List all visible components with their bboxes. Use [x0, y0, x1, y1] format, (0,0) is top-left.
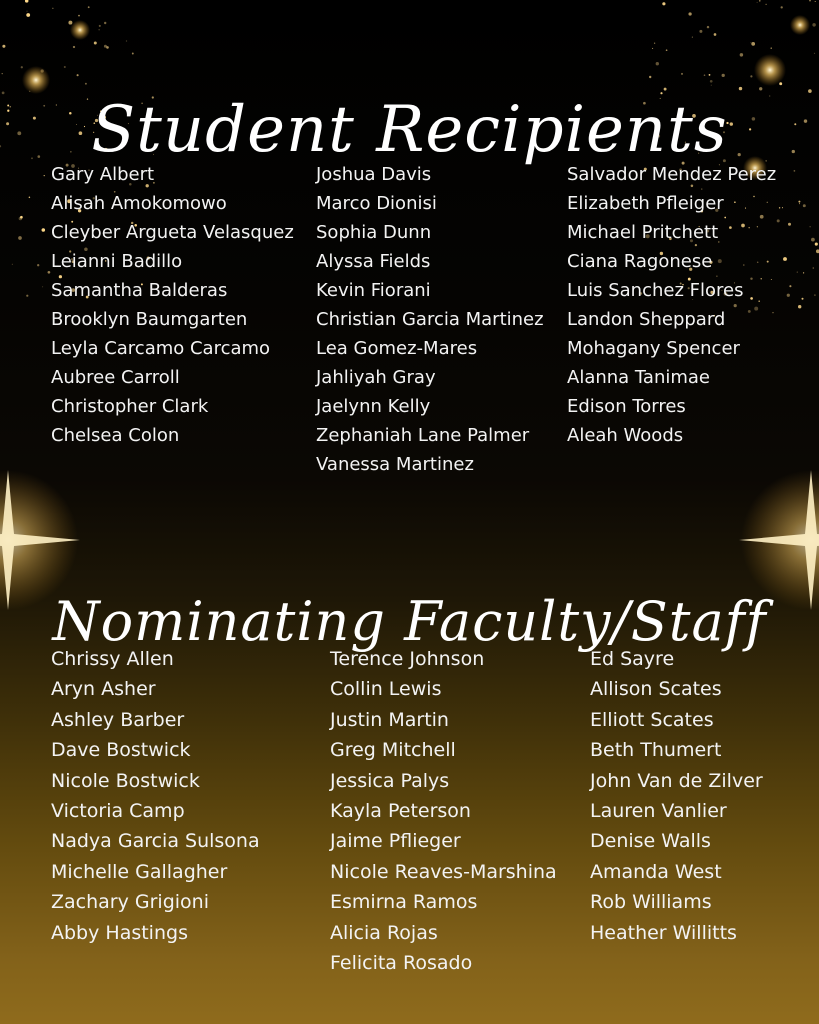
student-column-1 — [51, 160, 294, 450]
name-list-item: Elizabeth Pfleiger — [567, 193, 724, 214]
name-list-item: Beth Thumert — [590, 739, 722, 762]
name-list-item: Jahliyah Gray — [316, 367, 436, 388]
name-list-item: Mohagany Spencer — [567, 338, 740, 359]
sparkle-dot — [798, 201, 800, 203]
name-list-item: Landon Sheppard — [567, 309, 726, 330]
sparkle-dot — [662, 2, 665, 5]
sparkle-dot — [781, 6, 783, 8]
sparkle-dot — [815, 1, 816, 2]
name-list-item: Cleyber Argueta Velasquez — [51, 222, 294, 243]
sparkle-dot — [99, 29, 100, 30]
name-list-item: Alyssa Fields — [316, 251, 431, 272]
sparkle-dot — [126, 40, 127, 41]
sparkle-dot — [765, 4, 766, 5]
sparkle-dot — [37, 264, 39, 266]
name-list-item: Felicita Rosado — [330, 951, 473, 974]
sparkle-dot — [739, 87, 742, 90]
sparkle-dot — [78, 15, 80, 17]
name-list-item: Christopher Clark — [51, 396, 209, 417]
name-list-item: Edison Torres — [567, 396, 686, 417]
sparkle-dot — [29, 197, 31, 199]
name-list-item: Allison Scates — [590, 678, 722, 701]
sparkle-dot — [801, 298, 803, 300]
name-list-item: Amanda West — [590, 860, 722, 883]
name-list-item: Greg Mitchell — [330, 739, 456, 762]
name-list-item: Aleah Woods — [567, 425, 684, 446]
name-list-item: Jaime Pflieger — [330, 830, 461, 853]
student-column-2 — [316, 160, 544, 479]
name-list-item: Victoria Camp — [51, 799, 185, 822]
sparkle-dot — [707, 26, 709, 28]
sparkle-dot — [692, 37, 693, 38]
name-list-item: Alanna Tanimae — [567, 367, 711, 388]
name-list-item: Alisah Amokomowo — [51, 193, 227, 214]
sparkle-dot — [85, 83, 87, 85]
sparkle-dot — [21, 66, 23, 68]
name-list-item: Kevin Fiorani — [316, 280, 431, 301]
name-list-item: Chrissy Allen — [51, 648, 174, 670]
name-list-item: Jessica Palys — [330, 769, 450, 792]
name-list-item: Sophia Dunn — [316, 222, 432, 243]
name-list-item: John Van de Zilver — [590, 769, 763, 792]
sparkle-dot — [794, 170, 796, 172]
sparkle-dot — [68, 21, 72, 25]
sparkle-dot — [12, 264, 13, 265]
sparkle-dot — [704, 74, 706, 76]
name-list-item: Lauren Vanlier — [590, 799, 727, 822]
name-list-item: Justin Martin — [330, 708, 449, 731]
name-list-item: Vanessa Martinez — [316, 454, 474, 475]
name-list-item: Jaelynn Kelly — [316, 396, 431, 417]
sparkle-dot — [20, 216, 23, 219]
student-recipients-heading: Student Recipients — [91, 92, 728, 167]
name-list-item: Zachary Grigioni — [51, 891, 209, 914]
sparkle-dot — [654, 43, 655, 44]
sparkle-dot — [751, 42, 755, 46]
name-list-item: Esmirna Ramos — [330, 891, 478, 914]
sparkle-dot — [740, 53, 743, 56]
sparkle-dot — [18, 236, 22, 240]
staff-column-3 — [590, 644, 763, 948]
name-list-item: Nicole Bostwick — [51, 769, 200, 792]
sparkle-dot — [782, 207, 783, 208]
name-list-item: Kayla Peterson — [330, 799, 471, 822]
sparkle-dot — [813, 267, 815, 269]
sparkle-dot — [789, 285, 791, 287]
sparkle-dot — [104, 45, 107, 48]
name-list-item: Nadya Garcia Sulsona — [51, 830, 260, 853]
sparkle-dot — [649, 76, 651, 78]
sparkle-dot — [779, 207, 780, 208]
sparkle-dot — [809, 0, 811, 2]
name-list-item: Leyla Carcamo Carcamo — [51, 338, 271, 359]
name-list-item: Gary Albert — [51, 164, 155, 185]
sparkle-dot — [759, 87, 762, 90]
sparkle-dot — [810, 226, 811, 227]
name-list-item: Brooklyn Baumgarten — [51, 309, 248, 330]
name-list-item: Chelsea Colon — [51, 425, 180, 446]
name-list-item: Luis Sanchez Flores — [567, 280, 744, 301]
name-list-item: Collin Lewis — [330, 678, 442, 701]
sparkle-dot — [99, 25, 101, 27]
sparkle-dot — [803, 272, 804, 273]
sparkle-dot — [26, 295, 28, 297]
name-list-item: Joshua Davis — [316, 164, 432, 185]
name-list-item: Elliott Scates — [590, 708, 714, 731]
name-list-item: Aryn Asher — [51, 678, 156, 701]
name-list-item: Michelle Gallagher — [51, 860, 228, 883]
name-list-item: Heather Willitts — [590, 921, 737, 944]
sparkle-dot — [714, 33, 717, 36]
name-list-item: Salvador Mendez Perez — [567, 164, 777, 185]
sparkle-dot — [656, 62, 659, 65]
sparkle-dot — [2, 45, 5, 48]
sparkle-dot — [666, 49, 668, 51]
sparkle-dot — [798, 305, 801, 308]
name-list-item: Christian Garcia Martinez — [316, 309, 544, 330]
sparkle-dot — [711, 85, 712, 86]
sparkle-dot — [44, 175, 45, 176]
name-list-item: Ed Sayre — [590, 648, 675, 670]
sparkle-dot — [799, 203, 800, 204]
sparkle-dot — [42, 286, 43, 287]
sparkle-dot — [783, 257, 787, 261]
sparkle-dot — [688, 12, 691, 15]
student-column-3 — [567, 160, 776, 450]
name-list-item: Denise Walls — [590, 830, 711, 853]
sparkle-dot — [88, 6, 90, 8]
staff-column-1 — [51, 644, 260, 948]
sparkle-dot — [25, 0, 29, 3]
name-list-item: Nicole Reaves-Marshina — [330, 860, 557, 883]
sparkle-dot — [750, 75, 752, 77]
sparkle-dot — [26, 11, 27, 12]
sparkle-dot — [777, 219, 780, 222]
sparkle-dot — [814, 294, 816, 296]
sparkle-dot — [814, 53, 815, 54]
name-list-item: Leianni Badillo — [51, 251, 183, 272]
sparkle-dot — [771, 47, 772, 48]
sparkle-dot — [815, 243, 818, 246]
sparkle-dot — [812, 23, 815, 26]
name-list-item: Marco Dionisi — [316, 193, 437, 214]
name-list-item: Abby Hastings — [51, 921, 188, 944]
name-list-item: Samantha Balderas — [51, 280, 228, 301]
name-list-item: Ciana Ragonese — [567, 251, 713, 272]
name-list-item: Rob Williams — [590, 891, 712, 914]
name-list-item: Terence Johnson — [330, 648, 485, 670]
sparkle-dot — [797, 272, 798, 273]
sparkle-dot — [750, 42, 751, 43]
sparkle-dot — [26, 13, 30, 17]
sparkle-dot — [652, 48, 653, 49]
sparkle-dot — [788, 223, 791, 226]
name-list-item: Ashley Barber — [51, 708, 185, 731]
sparkle-dot — [73, 46, 75, 48]
sparkle-dot — [710, 80, 713, 83]
sparkle-dot — [803, 204, 806, 207]
sparkle-dot — [64, 66, 66, 68]
sparkle-dot — [42, 228, 46, 232]
sparkle-dot — [132, 53, 134, 55]
sparkle-dot — [664, 88, 667, 91]
name-list-item: Alicia Rojas — [330, 921, 438, 944]
sparkle-dot — [699, 30, 702, 33]
name-list-item: Aubree Carroll — [51, 367, 180, 388]
staff-column-2 — [330, 644, 557, 978]
sparkle-dot — [77, 74, 79, 76]
sparkle-dot — [94, 42, 97, 45]
sparkle-dot — [681, 73, 683, 75]
sparkle-dot — [759, 0, 760, 1]
name-list-item: Lea Gomez-Mares — [316, 338, 478, 359]
name-list-item: Zephaniah Lane Palmer — [316, 425, 530, 446]
sparkle-dot — [52, 8, 53, 9]
sparkle-dot — [811, 238, 815, 242]
sparkle-dot — [709, 74, 711, 76]
sparkle-dot — [2, 73, 3, 74]
sparkle-dot — [722, 74, 725, 77]
sparkle-dot — [787, 294, 790, 297]
sparkle-dot — [104, 22, 106, 24]
sparkle-dot — [48, 271, 51, 274]
name-list-item: Dave Bostwick — [51, 739, 191, 762]
nominating-staff-heading: Nominating Faculty/Staff — [52, 589, 767, 653]
sparkle-dot — [757, 2, 758, 3]
name-list-item: Michael Pritchett — [567, 222, 719, 243]
